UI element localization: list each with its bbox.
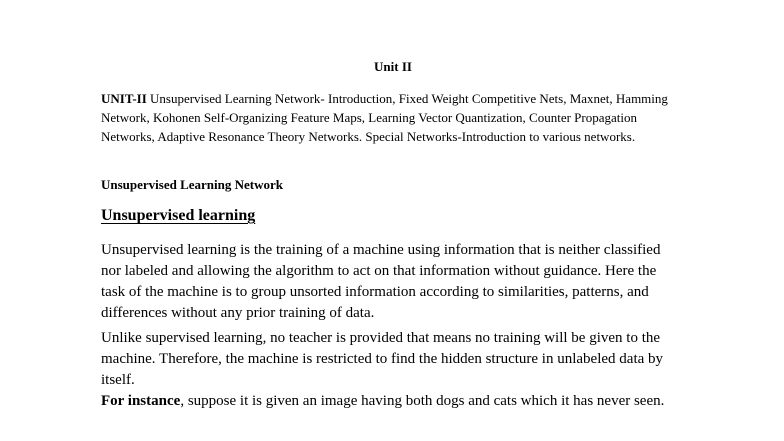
- instance-paragraph: [101, 391, 701, 412]
- syllabus-paragraph: [101, 89, 691, 146]
- syllabus-lead: UNIT-II: [101, 91, 147, 106]
- body-paragraph: Unsupervised learning is the training of a machine using information that is neither classified nor labeled and allowing the algorithm to act on that information without guidance. Here the task of the machine is to group unsorted information according to similarities, patterns, and differences without any prior training of data.: [101, 242, 661, 321]
- body-paragraph: Unlike supervised learning, no teacher is provided that means no training will be given to the machine. Therefore, the machine is restricted to find the hidden structure in unlabeled data by itself.: [101, 330, 664, 388]
- subsection-heading: Unsupervised learning: [101, 207, 256, 224]
- syllabus-text: Unsupervised Learning Network- Introduction, Fixed Weight Competitive Nets, Maxnet, Hamming Network, Kohonen Self-Organizing Feature Maps, Learning Vector Quantization, Counter Propagation Networks, Adaptive Resonance Theory Networks. Special Networks-Introduction to various networks.: [101, 91, 668, 144]
- instance-lead: For instance: [101, 393, 181, 409]
- instance-text: , suppose it is given an image having both dogs and cats which it has never seen.: [180, 393, 665, 409]
- section-heading: Unsupervised Learning Network: [101, 177, 284, 192]
- page-title: Unit II: [374, 59, 412, 74]
